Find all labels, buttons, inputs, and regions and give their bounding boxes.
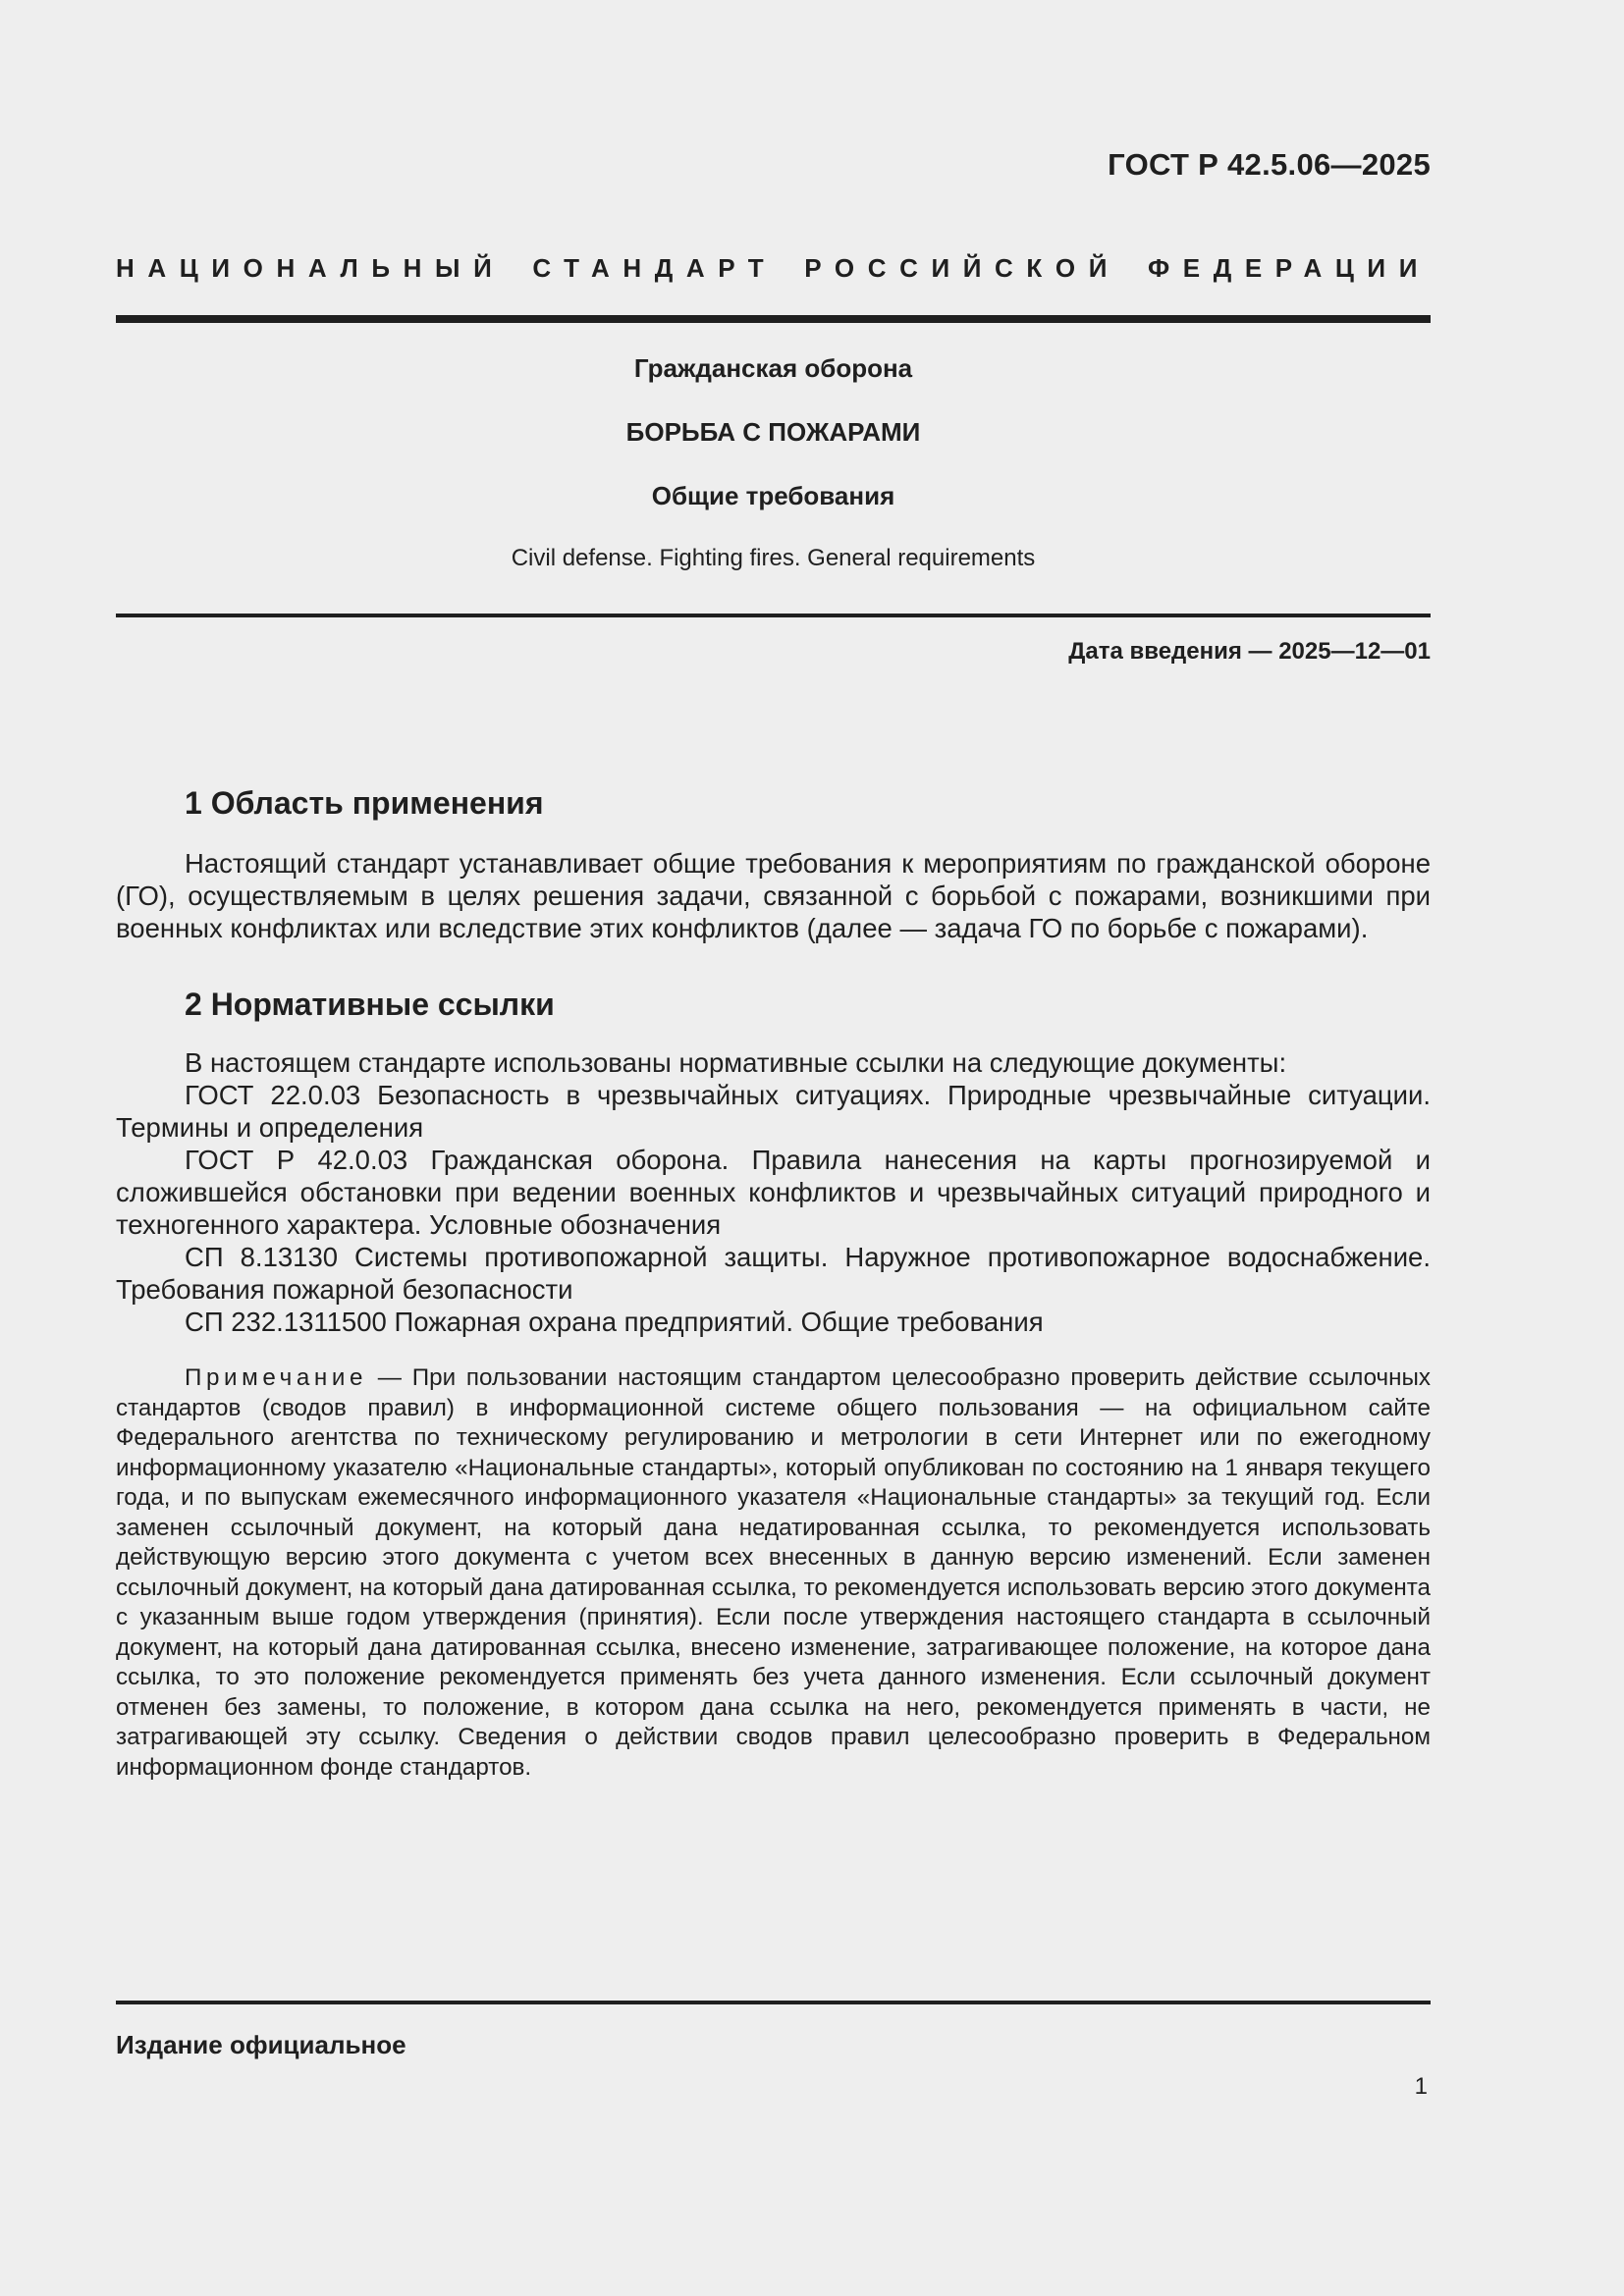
top-rule — [116, 315, 1431, 323]
reference-item: СП 232.1311500 Пожарная охрана предприятий. Общие требования — [185, 1307, 1044, 1337]
introduction-date: Дата введения — 2025—12—01 — [1068, 638, 1431, 665]
references-intro: В настоящем стандарте использованы нормативные ссылки на следующие документы: — [185, 1047, 1287, 1078]
title-line-1: Гражданская оборона — [633, 353, 913, 383]
national-standard-title: НАЦИОНАЛЬНЫЙ СТАНДАРТ РОССИЙСКОЙ ФЕДЕРАЦИИ — [116, 253, 1431, 283]
section-1-body — [116, 847, 1431, 944]
section-2-body — [116, 1046, 1431, 1338]
note-body: — При пользовании настоящим стандартом целесообразно проверить действие ссылочных стандартов (сводов правил) в информационной системе общего пользования — на официальном сайте Федерального агентства по техническому регулированию и метрологии в сети Интернет или по ежегодному информационному указателю «Национальные стандарты», который опубликован по состоянию на 1 января текущего года, и по выпускам ежемесячного информационного указателя «Национальные стандарты» за текущий год. Если заменен ссылочный документ, на который дана недатированная ссылка, то рекомендуется использовать действующую версию этого документа с учетом всех внесенных в данную версию изменений. Если заменен ссылочный документ, на который дана датированная ссылка, то рекомендуется использовать версию этого документа с указанным выше годом утверждения (принятия). Если после утверждения настоящего стандарта в ссылочный документ, на который дана датированная ссылка, внесено изменение, затрагивающее положение, на которое дана ссылка, то это положение рекомендуется применять без учета данного изменения. Если ссылочный документ отменен без замены, то положение, в котором дана ссылка на него, рекомендуется применять в части, не затрагивающей эту ссылку. Сведения о действии сводов правил целесообразно проверить в Федеральном информационном фонде стандартов. — [116, 1364, 1431, 1781]
reference-item: СП 8.13130 Системы противопожарной защиты. Наружное противопожарное водоснабжение. Требования пожарной безопасности — [116, 1242, 1431, 1305]
title-line-3: Общие требования — [651, 481, 895, 510]
official-edition: Издание официальное — [116, 2030, 406, 2059]
page-number: 1 — [1414, 2073, 1428, 2100]
section-1-paragraph: Настоящий стандарт устанавливает общие требования к мероприятиям по гражданской обороне (ГО), осуществляемым в целях решения задачи, связанной с борьбой с пожарами, возникшими при военных конфликтах или вследствие этих конфликтов (далее — задача ГО по борьбе с пожарами). — [116, 848, 1431, 943]
section-1-heading: 1 Область применения — [185, 785, 544, 821]
footer-rule — [116, 2001, 1431, 2004]
title-bottom-rule — [116, 614, 1431, 617]
title-line-2: БОРЬБА С ПОЖАРАМИ — [625, 417, 921, 447]
english-title: Civil defense. Fighting fires. General requirements — [511, 545, 1036, 571]
section-2-heading: 2 Нормативные ссылки — [185, 987, 555, 1022]
reference-item: ГОСТ 22.0.03 Безопасность в чрезвычайных ситуациях. Природные чрезвычайные ситуации. Термины и определения — [116, 1080, 1431, 1143]
reference-item: ГОСТ Р 42.0.03 Гражданская оборона. Правила нанесения на карты прогнозируемой и сложившейся обстановки при ведении военных конфликтов и чрезвычайных ситуаций природного и техногенного характера. Условные обозначения — [116, 1145, 1431, 1240]
note-block — [116, 1363, 1431, 1783]
note-label: Примечание — [185, 1364, 367, 1391]
gost-number: ГОСТ Р 42.5.06—2025 — [1108, 147, 1431, 182]
